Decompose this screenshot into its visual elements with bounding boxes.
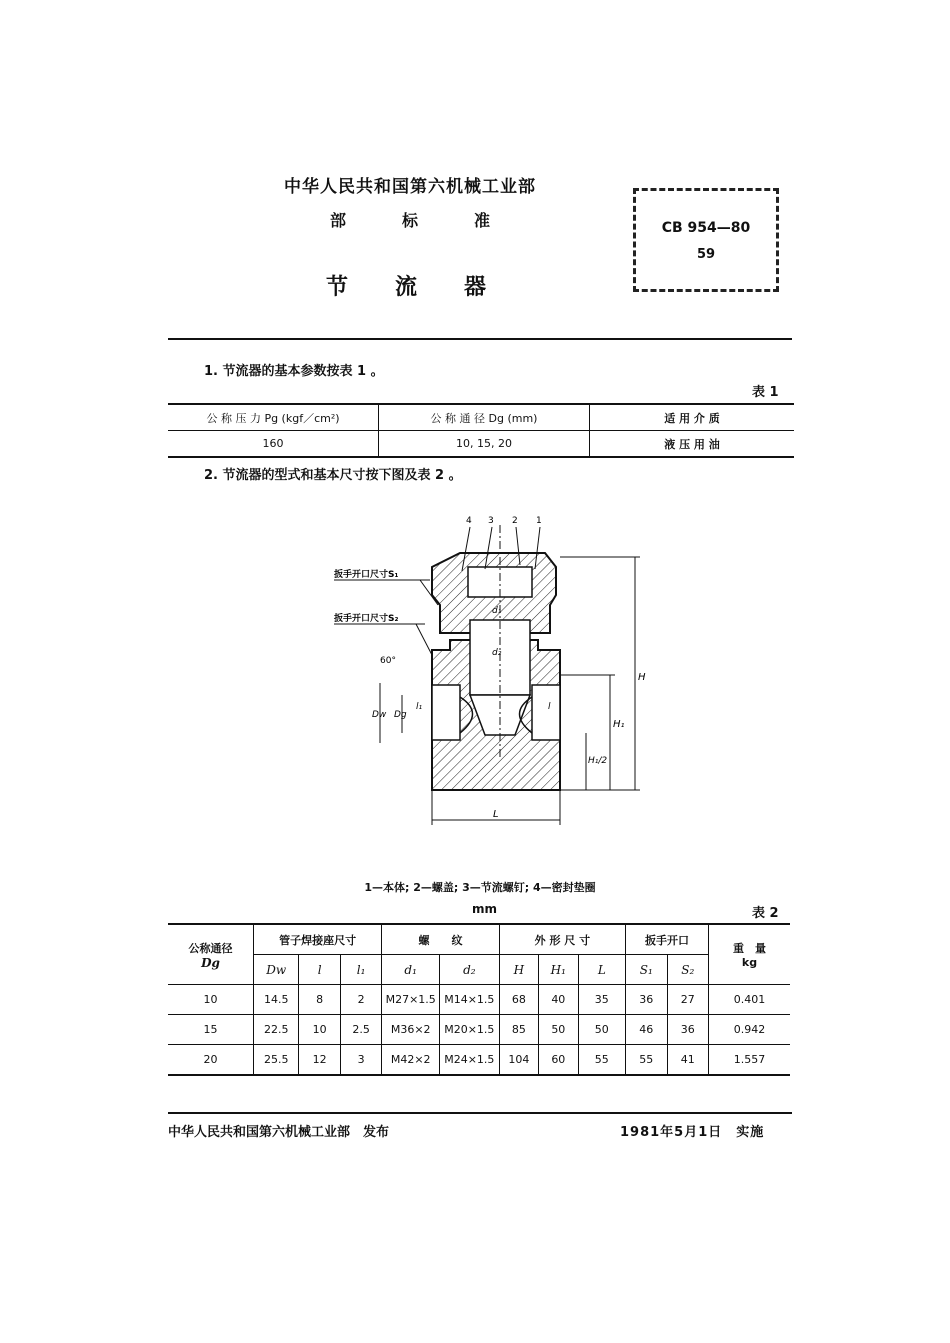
table2-cell: 68	[499, 985, 538, 1015]
table1	[168, 403, 794, 458]
table2-cell: 2	[340, 985, 381, 1015]
footer-publisher: 中华人民共和国第六机械工业部 发布	[168, 1125, 390, 1140]
table2-cell: 22.5	[253, 1015, 299, 1045]
table2-cell: 55	[626, 1045, 667, 1076]
table2-header-dimensions: 外 形 尺 寸	[499, 924, 625, 955]
document-title	[326, 270, 486, 301]
page-number: 59	[696, 247, 716, 262]
table2-cell: 25.5	[253, 1045, 299, 1076]
table2-cell: M36×2	[382, 1015, 440, 1045]
title-char: 流	[394, 275, 417, 300]
table1-cell: 液 压 用 油	[590, 431, 795, 458]
table2-cell: 8	[299, 985, 340, 1015]
throttle-valve-drawing	[320, 505, 660, 835]
table2-cell: 35	[578, 985, 626, 1015]
table2-cell: 46	[626, 1015, 667, 1045]
table2-cell: M24×1.5	[440, 1045, 500, 1076]
footer-effective-date: 1981年5月1日 实施	[620, 1125, 765, 1140]
standard-code: CB 954—80	[661, 220, 751, 236]
table2-cell: M27×1.5	[382, 985, 440, 1015]
table-row	[168, 985, 790, 1015]
table2-header-dg-text: 公称通径	[188, 941, 233, 955]
table2-cell: M14×1.5	[440, 985, 500, 1015]
table2-cell: 10	[299, 1015, 340, 1045]
dimension-H1-half: H₁/2	[588, 756, 608, 766]
table2-cell: 10	[168, 985, 253, 1015]
standard-type-char: 部	[330, 211, 347, 230]
table2-subheader: Dw	[253, 955, 299, 985]
table2-cell: 3	[340, 1045, 381, 1076]
table2-cell: 0.401	[708, 985, 790, 1015]
dimension-Dw: Dw	[372, 710, 387, 720]
table2-unit: mm	[472, 902, 498, 916]
table2-subheader: d₂	[440, 955, 500, 985]
table2-subheader: S₂	[667, 955, 708, 985]
table2-subheader: S₁	[626, 955, 667, 985]
table2-subheader: d₁	[382, 955, 440, 985]
table2-group-header-row	[168, 924, 790, 955]
figure-caption: 1—本体; 2—螺盖; 3—节流螺钉; 4—密封垫圈	[364, 881, 596, 894]
table2-header-wrench: 扳手开口	[626, 924, 709, 955]
table2-cell: 41	[667, 1045, 708, 1076]
title-char: 节	[326, 275, 349, 300]
table1-header-cell: 公 称 通 径 Dg (mm)	[379, 404, 590, 431]
dimension-l: l	[548, 702, 551, 712]
table1-row	[168, 431, 794, 458]
dimension-l1: l₁	[416, 702, 423, 712]
standard-type	[330, 208, 490, 231]
wrench-s2-label: 扳手开口尺寸S₂	[334, 614, 399, 624]
standard-type-char: 标	[401, 211, 418, 230]
table2-cell: 85	[499, 1015, 538, 1045]
dimension-H: H	[638, 672, 646, 683]
table1-cell: 160	[168, 431, 379, 458]
part-number-1: 1	[536, 516, 542, 526]
table2-cell: 14.5	[253, 985, 299, 1015]
table2-cell: 15	[168, 1015, 253, 1045]
title-char: 器	[463, 275, 486, 300]
section1-text: 1. 节流器的基本参数按表 1 。	[204, 364, 384, 379]
d1-label: d₁	[492, 606, 502, 616]
table-row	[168, 1045, 790, 1076]
table2	[168, 923, 790, 1076]
table1-cell: 10, 15, 20	[379, 431, 590, 458]
table2-subheader: l₁	[340, 955, 381, 985]
table2-cell: 27	[667, 985, 708, 1015]
table2-cell: 1.557	[708, 1045, 790, 1076]
table2-header-dg-symbol: Dg	[201, 955, 220, 970]
table1-header-cell: 适 用 介 质	[590, 404, 795, 431]
table2-cell: 0.942	[708, 1015, 790, 1045]
table2-sub-header-row	[168, 955, 790, 985]
d2-label: d₂	[492, 648, 502, 658]
table2-subheader: l	[299, 955, 340, 985]
table2-header-thread: 螺 纹	[382, 924, 499, 955]
table2-cell: 50	[539, 1015, 578, 1045]
table-row	[168, 1015, 790, 1045]
table2-header-weight	[708, 924, 790, 985]
table2-cell: M20×1.5	[440, 1015, 500, 1045]
section2-text: 2. 节流器的型式和基本尺寸按下图及表 2 。	[204, 468, 462, 483]
table2-header-weight-unit: kg	[741, 956, 758, 969]
dimension-H1: H₁	[613, 719, 625, 730]
part-number-3: 3	[488, 516, 494, 526]
standard-code-box	[633, 188, 779, 292]
table2-subheader: H	[499, 955, 538, 985]
table2-cell: 60	[539, 1045, 578, 1076]
table2-subheader: L	[578, 955, 626, 985]
dimension-L: L	[493, 809, 499, 820]
part-number-2: 2	[512, 516, 518, 526]
wrench-s1-label: 扳手开口尺寸S₁	[334, 570, 399, 580]
angle-label: 60°	[380, 656, 396, 666]
table2-cell: 12	[299, 1045, 340, 1076]
table2-label: 表 2	[752, 906, 779, 921]
table2-subheader: H₁	[539, 955, 578, 985]
table2-header-dg	[168, 924, 253, 985]
dimension-Dg: Dg	[394, 710, 407, 720]
table2-cell: M42×2	[382, 1045, 440, 1076]
table2-cell: 20	[168, 1045, 253, 1076]
table1-header-row	[168, 404, 794, 431]
table1-header-cell: 公 称 压 力 Pg (kgf／cm²)	[168, 404, 379, 431]
footer-rule	[168, 1112, 792, 1114]
table2-cell: 40	[539, 985, 578, 1015]
issuing-organization: 中华人民共和国第六机械工业部	[284, 177, 536, 197]
header-rule	[168, 338, 792, 340]
table2-cell: 36	[667, 1015, 708, 1045]
table2-header-pipe-seat: 管子焊接座尺寸	[253, 924, 381, 955]
table2-header-weight-text: 重 量	[732, 942, 766, 955]
table2-cell: 36	[626, 985, 667, 1015]
standard-type-char: 准	[473, 211, 490, 230]
table2-cell: 104	[499, 1045, 538, 1076]
table2-cell: 2.5	[340, 1015, 381, 1045]
table2-cell: 55	[578, 1045, 626, 1076]
part-number-4: 4	[466, 516, 472, 526]
table1-label: 表 1	[752, 385, 779, 400]
table2-cell: 50	[578, 1015, 626, 1045]
